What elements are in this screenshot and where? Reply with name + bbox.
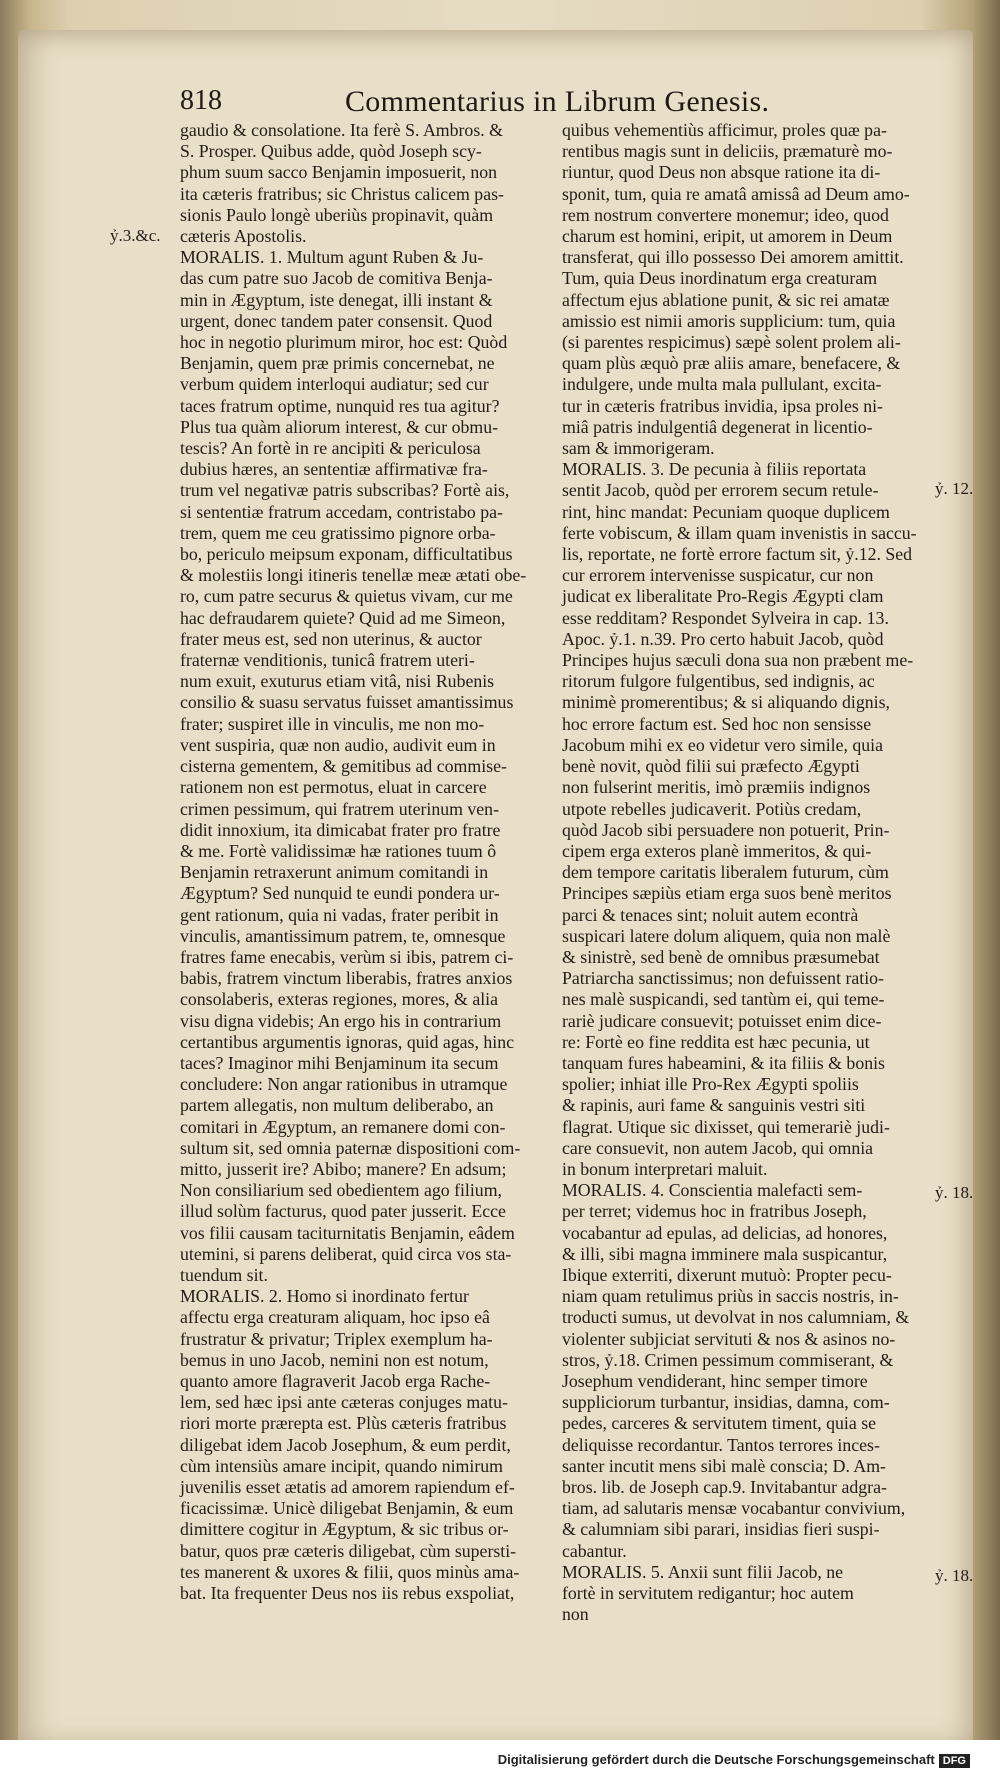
text-line: MORALIS. 1. Multum agunt Ruben & Ju-	[180, 247, 484, 268]
text-line: Apoc. ỷ.1. n.39. Pro certo habuit Jacob, quòd	[562, 628, 884, 649]
text-line: Plus tua quàm aliorum interest, & cur obmu-	[180, 416, 499, 437]
text-line: certantibus argumentis ignoras, quid agas, hinc	[180, 1031, 514, 1052]
text-line: dimittere cogitur in Ægyptum, & sic tribus or-	[180, 1519, 509, 1540]
text-line: dem tempore caritatis liberalem futurum, cùm	[562, 862, 889, 883]
text-line: num exuit, exuturus etiam vitâ, nisi Rubenis	[180, 671, 495, 692]
text-line: illud solùm facturus, quod pater jusserit. Ecce	[180, 1201, 506, 1222]
text-line: Jacobum mihi ex eo videtur vero simile, quia	[562, 734, 883, 755]
text-line: tur in cæteris fratribus invidia, ipsa proles ni-	[562, 395, 883, 416]
text-line: sentit Jacob, quòd per errorem secum retule-	[562, 480, 879, 501]
text-line: quanto amore flagraverit Jacob erga Rache-	[180, 1370, 491, 1391]
text-line: violenter subjiciat servituti & nos & asinos no-	[562, 1328, 896, 1349]
text-line: suspicari latere dolum aliquem, quia non malè	[562, 925, 891, 946]
text-line: & rapinis, auri fame & sanguinis vestri siti	[562, 1095, 866, 1116]
text-line: suppliciorum turbantur, insidias, damna, com-	[562, 1392, 890, 1413]
text-line: S. Prosper. Quibus adde, quòd Joseph scy-	[180, 141, 482, 162]
text-line: sam & immorigeram.	[562, 438, 715, 459]
text-line: cùm intensiùs amare incipit, quando nimirum	[180, 1455, 503, 1476]
text-line: didit innoxium, ita dimicabat frater pro fratre	[180, 819, 501, 840]
text-line: MORALIS. 2. Homo si inordinato fertur	[180, 1286, 469, 1307]
text-line: MORALIS. 3. De pecunia à filiis reportata	[562, 459, 867, 480]
text-line: fratres fame enecabis, verùm si ibis, patrem ci-	[180, 946, 514, 967]
text-line: (si parentes respicimus) sæpè solent prolem ali-	[562, 332, 901, 353]
text-line: transferat, qui illo possesso Dei amorem amittit.	[562, 247, 904, 268]
text-line: vinculis, amantissimum patrem, te, omnesque	[180, 925, 506, 946]
text-line: Josephum vendiderant, hinc semper timore	[562, 1370, 868, 1391]
text-line: ficacissimæ. Unicè diligebat Benjamin, & eum	[180, 1498, 514, 1519]
text-line: vocabantur ad epulas, ad delicias, ad honores,	[562, 1222, 888, 1243]
text-line: frustratur & privatur; Triplex exemplum ha-	[180, 1328, 493, 1349]
text-line: non fulserint meritis, imò præmiis indignos	[562, 777, 871, 798]
text-line: riuntur, quod Deus non absque ratione ita di-	[562, 162, 881, 183]
text-line: juvenilis esset ætatis ad amorem rapiendum ef-	[180, 1477, 515, 1497]
text-line: comitari in Ægyptum, an remanere domi con-	[180, 1116, 506, 1137]
text-line: vent suspiria, quæ non audio, audivit eum in	[180, 734, 496, 755]
text-line: partem allegatis, non multum deliberabo, an	[180, 1095, 494, 1116]
text-line: consilio & suasu servatus fuisset amantissimus	[180, 692, 514, 713]
text-line: concludere: Non angar rationibus in utramque	[180, 1074, 508, 1095]
text-line: miâ patris indulgentiâ degenerat in licentio-	[562, 416, 873, 437]
text-line: phum suum sacco Benjamin imposuerit, non	[180, 162, 498, 183]
text-line: gent rationum, quia ni vadas, frater peribit in	[180, 904, 499, 925]
dfg-logo: DFG	[939, 1754, 970, 1768]
text-line: bros. lib. de Joseph cap.9. Invitabantur adgra-	[562, 1477, 887, 1497]
text-line: MORALIS. 4. Conscientia malefacti sem-	[562, 1180, 863, 1201]
text-line: dubius hæres, an sententiæ affirmativæ fra-	[180, 459, 488, 480]
text-line: esse redditam? Respondet Sylveira in cap. 13.	[562, 607, 889, 628]
text-line: tuendum sit.	[180, 1264, 268, 1285]
margin-note-verse: ỷ. 18.	[935, 1566, 974, 1585]
text-line: tes manerent & uxores & filii, quos minùs ama-	[180, 1561, 520, 1582]
text-line: ferte vobiscum, & illam quam invenistis in saccu-	[562, 522, 917, 543]
text-line: ro, cum patre securus & quietus vivam, cur me	[180, 586, 513, 607]
text-line: batur, quos præ cæteris diligebat, cùm supersti-	[180, 1540, 517, 1561]
text-line: & calumniam sibi parari, insidias fieri suspi-	[562, 1519, 880, 1540]
text-line: diligebat idem Jacob Josephum, & eum perdit,	[180, 1434, 511, 1455]
text-line: tiam, ad salutaris mensæ vocabantur convivium,	[562, 1498, 906, 1519]
text-line: visu digna videbis; An ergo his in contrarium	[180, 1010, 502, 1031]
text-line: & molestiis longi itineris tenellæ meæ ætati obe-	[180, 565, 527, 586]
text-line: Principes sæpiùs etiam erga suos benè meritos	[562, 883, 892, 904]
right-column	[562, 120, 932, 1625]
text-line: babis, fratrem vinctum liberabis, fratres anxios	[180, 968, 513, 989]
text-line: utemini, si parens deliberat, quid circa vos sta-	[180, 1243, 512, 1264]
text-line: trem, quem me ceu gratissimo pignore orba-	[180, 522, 496, 543]
text-line: santer incutit mens sibi malè conscia; D. Am-	[562, 1455, 886, 1476]
text-line: consolaberis, exteras regiones, mores, & alia	[180, 989, 498, 1010]
text-line: hoc errore factum est. Sed hoc non sensisse	[562, 713, 872, 734]
page-number: 818	[180, 85, 222, 116]
text-line: crimen pessimum, qui fratrem uterinum ven-	[180, 798, 499, 819]
text-line: non	[562, 1604, 589, 1625]
text-line: bat. Ita frequenter Deus nos iis rebus exspoliat,	[180, 1583, 515, 1604]
text-line: sponit, tum, quia re amatâ amissâ ad Deum amo-	[562, 183, 910, 204]
text-line: & me. Fortè validissimæ hæ rationes tuum ô	[180, 840, 497, 861]
text-line: benè novit, quòd filii sui præfecto Ægypti	[562, 756, 860, 777]
text-line: bemus in uno Jacob, nemini non est notum,	[180, 1349, 489, 1370]
text-line: fortè in servitutem redigantur; hoc autem	[562, 1583, 854, 1604]
page-header	[180, 85, 940, 125]
text-line: rentibus magis sunt in deliciis, præmaturè mo-	[562, 141, 893, 162]
text-line: tescis? An fortè in re ancipiti & periculosa	[180, 438, 481, 459]
text-line: Principes hujus sæculi dona sua non præbent me-	[562, 650, 914, 671]
text-line: Tum, quia Deus inordinatum erga creaturam	[562, 268, 878, 289]
text-line: rint, hinc mandat: Pecuniam quoque duplicem	[562, 501, 890, 522]
text-line: gaudio & consolatione. Ita ferè S. Ambros. &	[180, 120, 503, 140]
text-line: urgent, donec tandem pater consensit. Quod	[180, 310, 493, 331]
text-line: frater meus est, sed non uterinus, & auctor	[180, 628, 482, 649]
text-line: hoc in negotio plurimum miror, hoc est: Quòd	[180, 332, 508, 353]
text-line: frater; suspiret ille in vinculis, me non mo-	[180, 713, 485, 734]
text-line: affectu erga creaturam aliquam, hoc ipso eâ	[180, 1307, 490, 1328]
text-line: nes malè suspicandi, sed tantùm ei, qui teme-	[562, 989, 885, 1010]
text-line: vos filii causam taciturnitatis Benjamin, eâdem	[180, 1222, 515, 1243]
text-line: flagrat. Utique sic dixisset, qui temerariè judi-	[562, 1116, 890, 1137]
text-line: lem, sed hæc ipsi ante cæteras conjuges matu-	[180, 1392, 508, 1413]
text-line: fraternæ venditionis, tunicâ fratrem uteri-	[180, 650, 475, 671]
text-line: taces? Imaginor mihi Benjaminum ita secum	[180, 1052, 499, 1073]
text-line: cabantur.	[562, 1540, 627, 1561]
left-column	[180, 120, 550, 1604]
footer-credit	[498, 1752, 970, 1768]
text-line: quam plùs æquò præ aliis amare, benefacere, &	[562, 353, 901, 374]
text-line: per terret; videmus hoc in fratribus Joseph,	[562, 1201, 867, 1222]
text-line: quibus vehementiùs afficimur, proles quæ pa-	[562, 120, 887, 140]
text-line: mitto, jusserit ire? Abibo; manere? En adsum;	[180, 1158, 507, 1179]
text-line: verbum quidem interloqui audiatur; sed cur	[180, 374, 489, 395]
text-line: Patriarcha sanctissimus; non defuissent ratio-	[562, 968, 884, 989]
text-line: minimè promerentibus; & si aliquando dignis,	[562, 692, 890, 713]
footer-credit-text: Digitalisierung gefördert durch die Deutsche Forschungsgemeinschaft	[497, 1752, 935, 1767]
text-line: tanquam fures habeamini, & ita filiis & bonis	[562, 1052, 885, 1073]
text-line: cipem erga exteros planè immeritos, & qui-	[562, 840, 872, 861]
text-line: pedes, carceres & servitutem timent, quia se	[562, 1413, 877, 1434]
text-line: ritorum fulgore fulgentibus, sed indignis, ac	[562, 671, 875, 692]
text-line: & sinistrè, sed benè de omnibus præsumebat	[562, 946, 880, 967]
text-line: care consuevit, non autem Jacob, qui omnia	[562, 1137, 874, 1158]
text-line: Non consiliarium sed obedientem ago filium,	[180, 1180, 502, 1201]
text-line: troducti sumus, ut devolvat in nos calumniam, &	[562, 1307, 910, 1328]
text-line: lis, reportate, ne fortè errore factum sit, ỷ.12. Sed	[562, 544, 913, 565]
text-line: rem nostrum convertere monemur; ideo, quod	[562, 204, 889, 225]
text-line: re: Fortè eo fine reddita est hæc pecunia, ut	[562, 1031, 870, 1052]
text-line: charum est homini, eripit, ut amorem in Deum	[562, 226, 893, 247]
text-line: si sententiæ fratrum accedam, contristabo pa-	[180, 501, 503, 522]
running-head: Commentarius in Librum Genesis.	[345, 85, 770, 118]
text-line: spolier; inhiat ille Pro-Rex Ægypti spoliis	[562, 1074, 859, 1095]
text-line: min in Ægyptum, iste denegat, illi instant &	[180, 289, 493, 310]
digitization-footer	[0, 1740, 1000, 1790]
text-line: stros, ỷ.18. Crimen pessimum commiserant, &	[562, 1349, 894, 1370]
margin-note-verse: ỷ. 18.	[935, 1183, 974, 1202]
margin-note-verse: ỷ. 12.	[935, 479, 974, 498]
text-line: in bonum interpretari maluit.	[562, 1158, 768, 1179]
text-line: sultum sit, sed omnia paternæ dispositioni com-	[180, 1137, 521, 1158]
text-line: Ibique exterriti, dixerunt mutuò: Propter pecu-	[562, 1264, 892, 1285]
text-line: Benjamin, quem præ primis concernebat, ne	[180, 353, 495, 374]
text-line: taces fratrum optime, nunquid res tua agitur?	[180, 395, 500, 416]
text-line: MORALIS. 5. Anxii sunt filii Jacob, ne	[562, 1561, 844, 1582]
text-line: cur errorem intervenisse suspicatur, cur non	[562, 565, 874, 586]
text-line: deliquisse recordantur. Tantos terrores inces-	[562, 1434, 880, 1455]
text-line: trum vel negativæ patris subscribas? Fortè ais,	[180, 480, 510, 501]
text-line: niam quam retulimus priùs in saccis nostris, in-	[562, 1286, 899, 1307]
text-line: ita cæteris fratribus; sic Christus calicem pas-	[180, 183, 504, 204]
text-line: judicat ex liberalitate Pro-Regis Ægypti clam	[562, 586, 884, 607]
margin-note-verse: ỷ.3.&c.	[110, 226, 161, 245]
text-line: rariè judicare consuevit; potuisset enim dice-	[562, 1010, 882, 1031]
text-line: hac defraudarem quiete? Quid ad me Simeon,	[180, 607, 506, 628]
text-line: Benjamin retraxerunt animum comitandi in	[180, 862, 489, 883]
text-line: indulgere, unde multa mala pullulant, excita-	[562, 374, 882, 395]
text-line: bo, periculo meipsum exponam, difficultatibus	[180, 544, 513, 565]
text-line: amissio est nimii amoris supplicium: tum, quia	[562, 310, 896, 331]
text-line: riori morte prærepta est. Plùs cæteris fratribus	[180, 1413, 507, 1434]
text-line: parci & tenaces sint; noluit autem econtrà	[562, 904, 859, 925]
text-line: utpote rebelles judicaverit. Potiùs credam,	[562, 798, 862, 819]
text-line: sionis Paulo longè uberiùs propinavit, quàm	[180, 204, 494, 225]
text-line: quòd Jacob sibi persuadere non potuerit, Prin-	[562, 819, 890, 840]
text-line: rationem non est permotus, eluat in carcere	[180, 777, 487, 798]
text-line: affectum ejus ablatione punit, & sic rei amatæ	[562, 289, 890, 310]
text-line: & illi, sibi magna imminere mala suspicantur,	[562, 1243, 888, 1264]
text-line: cæteris Apostolis.	[180, 226, 307, 247]
text-line: Ægyptum? Sed nunquid te eundi pondera ur-	[180, 883, 500, 904]
text-line: cisterna gementem, & gemitibus ad commise-	[180, 756, 507, 777]
text-line: das cum patre suo Jacob de comitiva Benja-	[180, 268, 493, 289]
